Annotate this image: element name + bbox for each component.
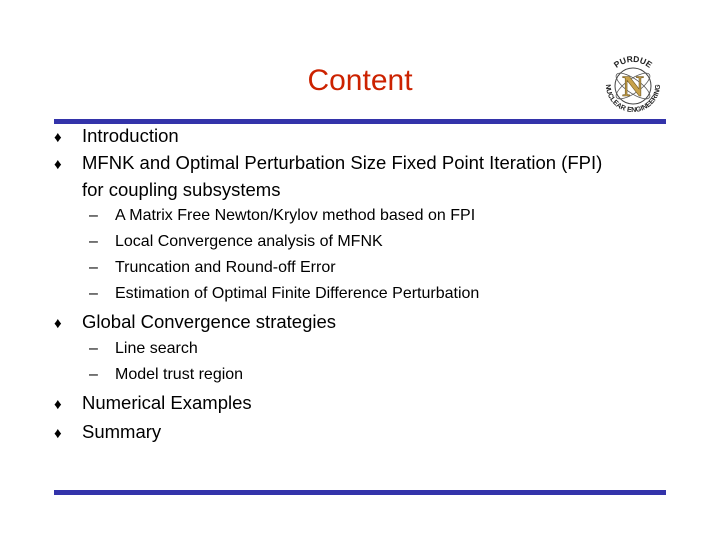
- bullet-text: Global Convergence strategies: [82, 311, 337, 332]
- bullet-diamond-icon: ♦: [54, 396, 62, 413]
- bullet-global-convergence: [54, 308, 336, 337]
- sub-item: – Line search: [89, 336, 198, 362]
- bullet-summary: [54, 418, 161, 447]
- sub-item: – Model trust region: [89, 362, 243, 388]
- svg-text:N: N: [622, 70, 644, 103]
- bullet-numerical-examples: [54, 389, 252, 418]
- bullet-text: Summary: [82, 421, 162, 442]
- bullet-diamond-icon: ♦: [54, 129, 62, 146]
- svg-text:NUCLEAR ENGINEERING: NUCLEAR ENGINEERING: [603, 84, 663, 115]
- dash-icon: –: [89, 233, 98, 250]
- bullet-diamond-icon: ♦: [54, 315, 62, 332]
- dash-icon: –: [89, 366, 98, 383]
- sub-item: – Local Convergence analysis of MFNK: [89, 229, 383, 255]
- bullet-text-continued: for coupling subsystems: [82, 179, 281, 200]
- bullet-diamond-icon: ♦: [54, 425, 62, 442]
- dash-icon: –: [89, 259, 98, 276]
- bullet-mfnk: [54, 149, 602, 203]
- bullet-text: MFNK and Optimal Perturbation Size Fixed Point Iteration (FPI): [82, 152, 603, 173]
- sub-item: – A Matrix Free Newton/Krylov method based on FPI: [89, 203, 475, 229]
- bullet-text: Numerical Examples: [82, 392, 252, 413]
- footer-divider: [54, 490, 666, 495]
- bullet-text: Introduction: [82, 125, 179, 146]
- slide-title: Content: [307, 64, 413, 97]
- bullet-diamond-icon: ♦: [54, 156, 62, 173]
- dash-icon: –: [89, 207, 98, 224]
- dash-icon: –: [89, 285, 98, 302]
- sub-item: – Truncation and Round-off Error: [89, 255, 336, 281]
- bullet-introduction: [54, 122, 179, 151]
- dash-icon: –: [89, 340, 98, 357]
- svg-text:PURDUE: PURDUE: [611, 53, 655, 70]
- purdue-nuclear-engineering-logo: [598, 50, 668, 120]
- sub-item: – Estimation of Optimal Finite Difference Perturbation: [89, 281, 479, 307]
